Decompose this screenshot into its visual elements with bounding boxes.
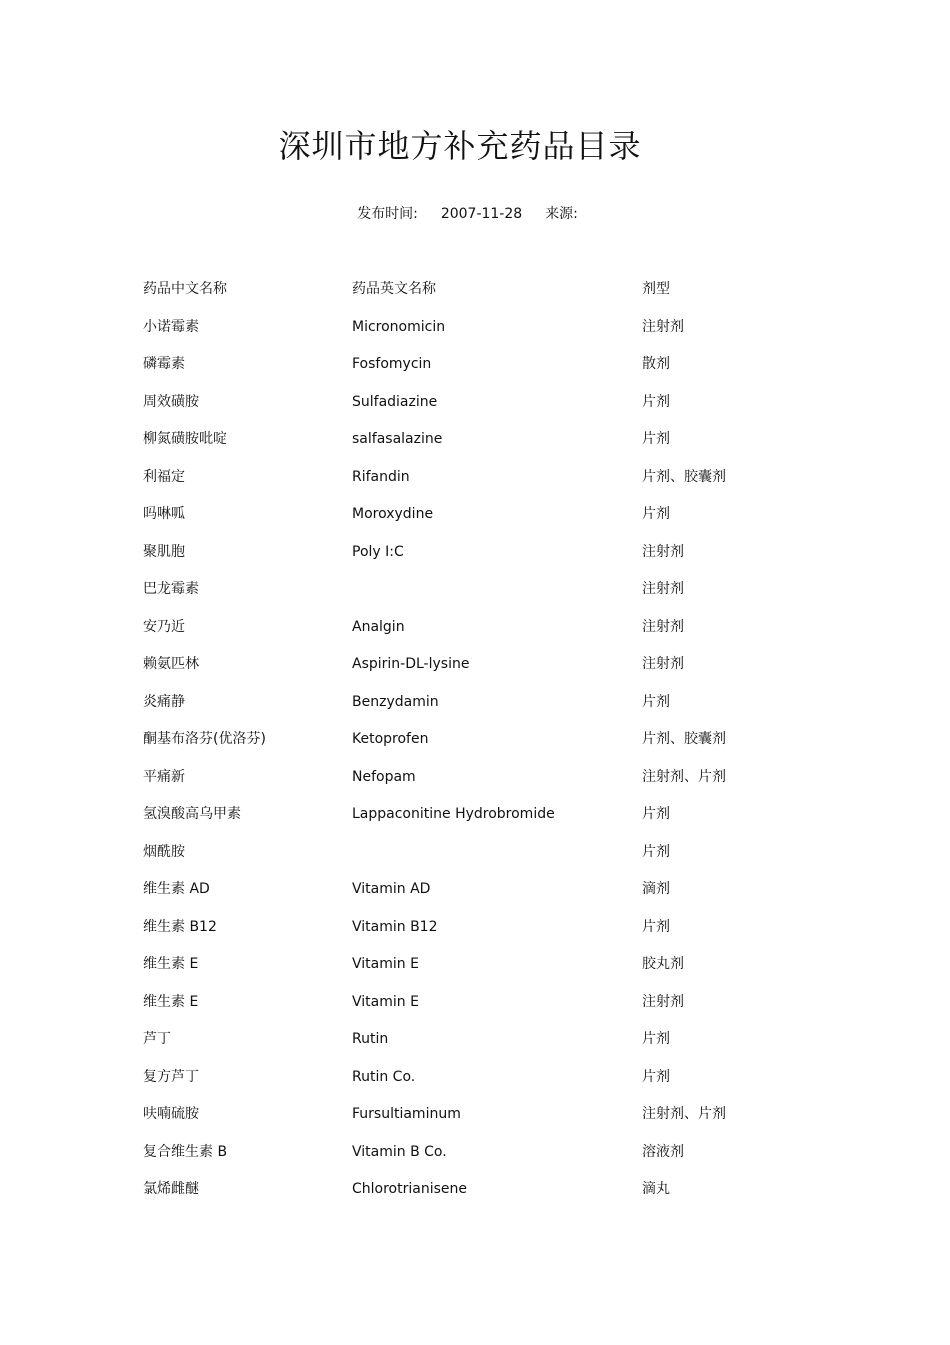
table-row <box>143 802 843 840</box>
header-english-name: 药品英文名称 <box>352 281 436 297</box>
cell-chinese-name: 磷霉素 <box>143 356 185 372</box>
cell-dosage-form: 注射剂 <box>642 656 684 672</box>
cell-english-name: Micronomicin <box>352 318 446 335</box>
cell-english-name: Rutin Co. <box>352 1068 416 1085</box>
cell-chinese-name: 柳氮磺胺吡啶 <box>143 431 227 447</box>
cell-english-name: Rifandin <box>352 468 410 485</box>
cell-chinese-name: 维生素 B12 <box>143 918 217 935</box>
cell-dosage-form: 散剂 <box>642 356 670 372</box>
cell-english-name: salfasalazine <box>352 431 443 447</box>
table-row <box>143 952 843 990</box>
cell-dosage-form: 注射剂 <box>642 993 684 1010</box>
table-row <box>143 1065 843 1103</box>
table-row <box>143 915 843 953</box>
cell-dosage-form: 注射剂 <box>642 618 684 635</box>
cell-english-name: Moroxydine <box>352 506 434 522</box>
table-row <box>143 690 843 728</box>
cell-dosage-form: 片剂 <box>642 506 670 522</box>
table-row <box>143 315 843 353</box>
table-row <box>143 427 843 465</box>
header-dosage-form: 剂型 <box>642 281 670 297</box>
table-row <box>143 652 843 690</box>
cell-dosage-form: 片剂 <box>642 806 670 822</box>
cell-dosage-form: 片剂 <box>642 1068 670 1085</box>
table-row <box>143 615 843 653</box>
cell-chinese-name: 烟酰胺 <box>143 843 185 860</box>
cell-chinese-name: 利福定 <box>143 468 185 485</box>
cell-english-name: Nefopam <box>352 768 416 785</box>
cell-chinese-name: 维生素 E <box>143 956 199 972</box>
cell-chinese-name: 复方芦丁 <box>143 1068 199 1085</box>
cell-english-name: Rutin <box>352 1031 389 1047</box>
table-row <box>143 577 843 615</box>
table-row <box>143 465 843 503</box>
publish-label: 发布时间: <box>357 206 418 222</box>
cell-dosage-form: 滴丸 <box>642 1181 670 1197</box>
table-row <box>143 990 843 1028</box>
cell-english-name: Vitamin E <box>352 993 419 1010</box>
cell-chinese-name: 吗啉呱 <box>143 506 185 522</box>
cell-dosage-form: 溶液剂 <box>642 1143 684 1160</box>
page-title: 深圳市地方补充药品目录 <box>278 127 642 165</box>
cell-english-name: Aspirin-DL-lysine <box>352 656 470 672</box>
table-row <box>143 840 843 878</box>
cell-english-name: Ketoprofen <box>352 731 429 747</box>
table-row <box>143 877 843 915</box>
cell-dosage-form: 片剂 <box>642 431 670 447</box>
cell-english-name: Lappaconitine Hydrobromide <box>352 806 555 822</box>
cell-dosage-form: 片剂 <box>642 693 670 710</box>
cell-dosage-form: 胶丸剂 <box>642 956 684 972</box>
cell-chinese-name: 氯烯雌醚 <box>143 1181 199 1197</box>
table-row <box>143 1177 843 1215</box>
cell-dosage-form: 注射剂、片剂 <box>642 768 726 785</box>
cell-dosage-form: 片剂 <box>642 393 670 410</box>
cell-english-name: Vitamin B12 <box>352 918 438 935</box>
cell-english-name: Fursultiaminum <box>352 1106 461 1122</box>
cell-chinese-name: 小诺霉素 <box>143 318 199 335</box>
cell-dosage-form: 注射剂 <box>642 581 684 597</box>
publish-date: 2007-11-28 <box>440 206 523 222</box>
cell-dosage-form: 片剂 <box>642 918 670 935</box>
table-row <box>143 502 843 540</box>
cell-dosage-form: 片剂 <box>642 843 670 860</box>
cell-english-name: Vitamin E <box>352 956 419 972</box>
cell-chinese-name: 复合维生素 B <box>143 1143 228 1160</box>
source-label: 来源: <box>545 206 578 222</box>
drug-table <box>143 277 843 1215</box>
table-row <box>143 1102 843 1140</box>
cell-chinese-name: 呋喃硫胺 <box>143 1106 199 1122</box>
cell-english-name: Fosfomycin <box>352 356 432 372</box>
table-row <box>143 727 843 765</box>
cell-chinese-name: 炎痛静 <box>143 693 185 710</box>
table-row <box>143 1027 843 1065</box>
cell-english-name: Chlorotrianisene <box>352 1181 467 1197</box>
cell-dosage-form: 片剂 <box>642 1031 670 1047</box>
cell-chinese-name: 安乃近 <box>143 618 185 635</box>
cell-dosage-form: 注射剂 <box>642 543 684 560</box>
cell-chinese-name: 芦丁 <box>143 1031 171 1047</box>
cell-dosage-form: 注射剂、片剂 <box>642 1106 726 1122</box>
table-row <box>143 390 843 428</box>
cell-chinese-name: 周效磺胺 <box>143 393 199 410</box>
cell-chinese-name: 氢溴酸高乌甲素 <box>143 806 241 822</box>
cell-dosage-form: 滴剂 <box>642 881 670 897</box>
table-header-row <box>143 277 843 315</box>
cell-chinese-name: 酮基布洛芬(优洛芬) <box>143 731 266 747</box>
cell-english-name: Poly I:C <box>352 543 404 560</box>
cell-chinese-name: 巴龙霉素 <box>143 581 199 597</box>
cell-english-name: Analgin <box>352 618 405 635</box>
table-row <box>143 765 843 803</box>
cell-chinese-name: 维生素 AD <box>143 881 210 897</box>
cell-chinese-name: 平痛新 <box>143 768 185 785</box>
cell-english-name: Vitamin B Co. <box>352 1143 447 1160</box>
cell-english-name: Vitamin AD <box>352 881 431 897</box>
cell-english-name: Benzydamin <box>352 693 439 710</box>
cell-english-name: Sulfadiazine <box>352 393 438 410</box>
publish-meta <box>0 204 935 224</box>
cell-dosage-form: 片剂、胶囊剂 <box>642 731 726 747</box>
cell-chinese-name: 赖氨匹林 <box>143 656 199 672</box>
header-chinese-name: 药品中文名称 <box>143 281 227 297</box>
table-body <box>143 315 843 1215</box>
table-row <box>143 352 843 390</box>
table-row <box>143 540 843 578</box>
cell-chinese-name: 聚肌胞 <box>143 543 185 560</box>
cell-dosage-form: 片剂、胶囊剂 <box>642 468 726 485</box>
cell-dosage-form: 注射剂 <box>642 318 684 335</box>
table-row <box>143 1140 843 1178</box>
cell-chinese-name: 维生素 E <box>143 993 199 1010</box>
